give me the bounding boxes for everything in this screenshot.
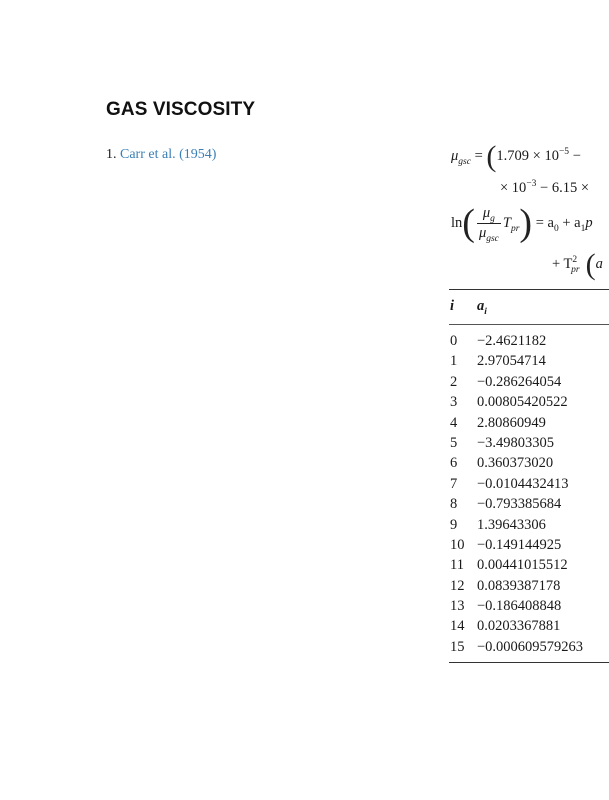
cell-index: 4 [450,414,458,431]
table-row [449,616,609,636]
cell-index: 2 [450,373,458,390]
table-row [449,474,609,494]
cell-index: 8 [450,496,458,513]
plus-t-term: + T [552,256,573,272]
cell-coefficient: 0.360373020 [477,455,554,472]
cell-index: 14 [450,618,465,635]
t-subscript: pr [510,223,520,234]
rhs-tail: p [585,215,593,231]
cell-coefficient: −0.149144925 [477,536,562,553]
cell-coefficient: 2.97054714 [477,353,546,370]
equation-tail: − [569,148,581,164]
exponent: −3 [526,179,537,190]
cell-coefficient: −3.49803305 [477,434,555,451]
mu-subscript: g [490,213,495,224]
left-paren-icon: ( [585,248,596,281]
equation-tail: − 6.15 × [536,180,590,196]
table-row [449,535,609,555]
reference-number: 1. [106,147,117,162]
cell-index: 10 [450,536,465,553]
cell-index: 5 [450,434,458,451]
table-row [449,413,609,433]
mu-symbol: μ [451,148,459,164]
table-row [449,433,609,453]
reference-link[interactable]: Carr et al. (1954) [120,147,217,162]
cell-index: 6 [450,455,458,472]
right-paren-icon: ) [519,201,533,244]
cell-index: 1 [450,353,458,370]
table-row [449,372,609,392]
cell-index: 15 [450,638,465,655]
cell-coefficient: −2.4621182 [477,333,547,349]
equation-line-4 [552,248,603,281]
rhs-plus: + a [558,215,581,231]
cell-coefficient: −0.286264054 [477,373,562,390]
t-superscript: 2 [572,255,578,266]
cell-coefficient: 2.80860949 [477,414,546,431]
table-row [449,392,609,412]
cell-coefficient: 1.39643306 [477,516,546,533]
equation-line-2 [500,180,589,197]
mu-subscript: gsc [486,233,499,244]
cell-coefficient: 0.00441015512 [477,557,568,574]
ln-operator: ln [451,215,463,231]
cell-index: 11 [450,557,464,574]
cell-index: 12 [450,577,465,594]
left-paren-icon: ( [486,140,497,173]
header-a: $a_i$ [477,298,487,317]
equation-line-1 [451,140,581,173]
table-row [449,351,609,371]
reference-item [106,147,216,163]
table-row [449,596,609,616]
a-term: a [595,256,603,272]
table-row [449,576,609,596]
mu-symbol: μ [482,205,491,221]
coefficient-term: 1.709 × 10 [496,148,559,164]
exponent: −5 [558,147,570,158]
table-header [449,290,609,324]
header-i: i [450,298,455,314]
cell-index: 3 [450,394,458,411]
cell-coefficient: 0.0203367881 [477,618,561,635]
cell-index: 9 [450,516,458,533]
table-row [449,331,609,351]
cell-coefficient: −0.0104432413 [477,475,569,492]
table-row [449,555,609,575]
equals-sign: = [470,148,487,164]
section-heading: GAS VISCOSITY [106,99,256,120]
table-body [449,325,609,662]
coefficient-table [449,289,609,663]
cell-index: 0 [450,333,458,349]
viscosity-ratio-fraction [477,205,501,242]
t-subscript: pr [571,264,580,275]
table-row [449,494,609,514]
mu-symbol: μ [478,225,487,241]
rhs-subscript-1: 1 [580,223,586,234]
cell-coefficient: 0.00805420522 [477,394,568,411]
equation-line-3 [451,201,593,244]
table-row [449,515,609,535]
cell-index: 13 [450,598,465,615]
left-paren-icon: ( [462,201,475,244]
cell-coefficient: −0.186408848 [477,598,562,615]
cell-coefficient: −0.000609579263 [477,638,584,655]
mu-subscript: gsc [458,156,471,167]
cell-index: 7 [450,475,458,492]
t-symbol: T [502,215,511,231]
cell-coefficient: 0.0839387178 [477,577,561,594]
table-row [449,453,609,473]
table-row [449,637,609,657]
cell-coefficient: −0.793385684 [477,496,562,513]
rhs-equals: = a [532,215,554,231]
rhs-subscript-0: 0 [553,223,559,234]
coefficient-term: × 10 [500,180,527,196]
table-bottom-rule [449,662,609,663]
